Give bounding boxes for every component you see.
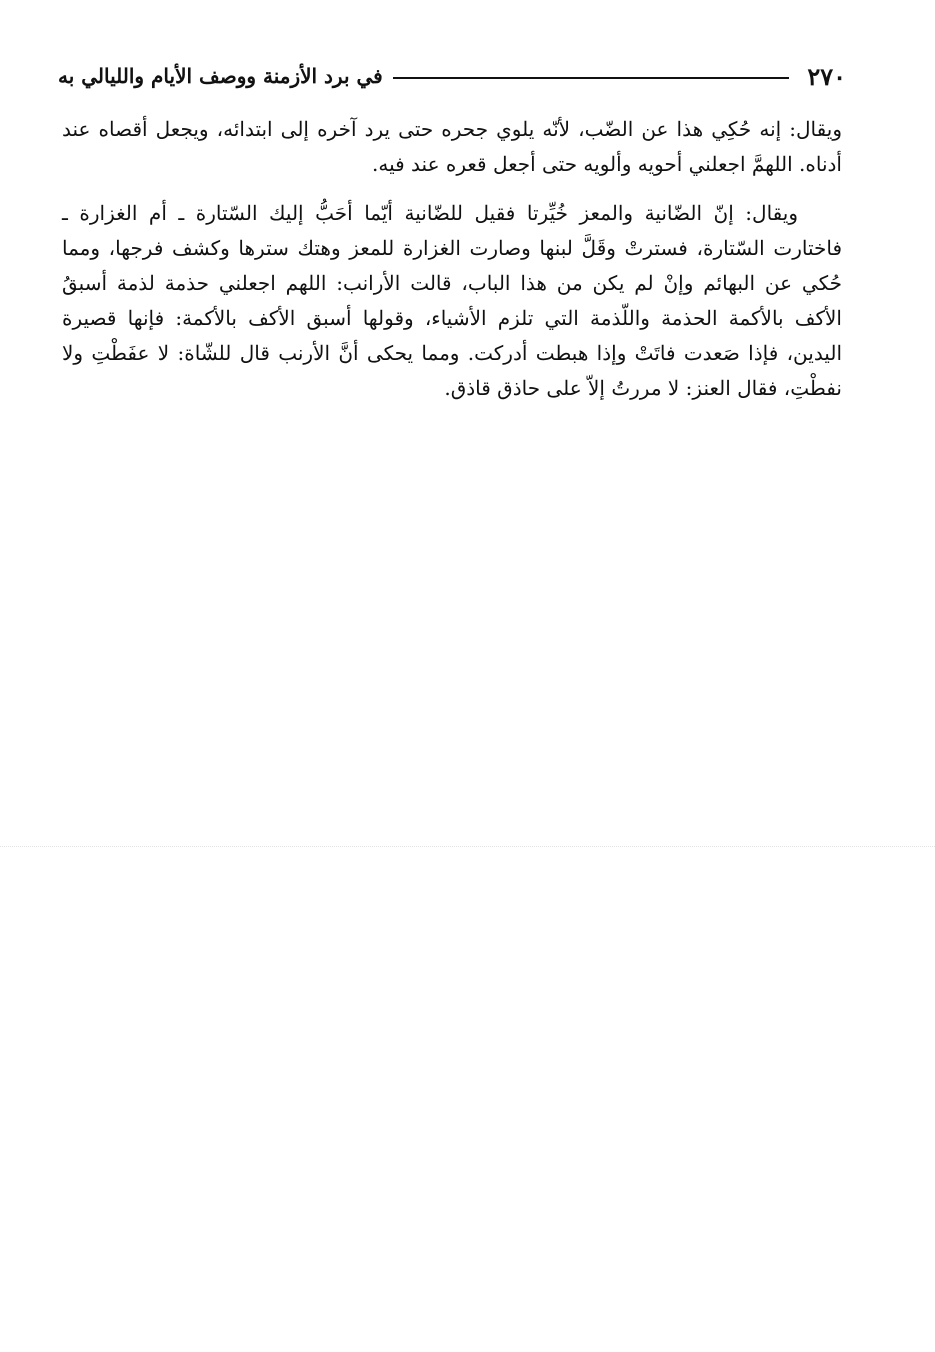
page-header — [58, 56, 846, 96]
header-rule — [393, 77, 790, 79]
page-number: ٢٧٠ — [807, 61, 846, 91]
scan-artifact-line — [0, 846, 935, 847]
running-title: في برد الأزمنة ووصف الأيام والليالي به — [58, 64, 383, 88]
body-text — [62, 112, 842, 406]
paragraph: ويقال: إنّ الضّانية والمعز خُيِّرتا فقيل للضّانية أيّما أحَبُّ إليك السّتارة ـ أم الغزارة ـ فاختارت السّتارة، فسترتْ وقَلَّ لبنها وصارت الغزارة للمعز وهتك سترها وكشف فرجها، ومما حُكي عن البهائم وإنْ لم يكن من هذا الباب، قالت الأرانب: اللهم اجعلني حذمة لذمة أسبقُ الأكف بالأكمة الحذمة واللّذمة التي تلزم الأشياء، وقولها أسبق الأكف بالأكمة: فإنها قصيرة اليدين، فإذا صَعدت فاتَتْ وإذا هبطت أدركت. ومما يحكى أنَّ الأرنب قال للشّاة: لا عفَطْتِ ولا نفطْتِ، فقال العنز: لا مررتُ إلاّ على حاذق قاذق. — [62, 201, 842, 400]
paragraph: ويقال: إنه حُكِي هذا عن الضّب، لأنّه يلوي جحره حتى يرد آخره إلى ابتدائه، ويجعل أقصاه عند أدناه. اللهمَّ اجعلني أحويه وألويه حتى أجعل قعره عند فيه. — [62, 117, 842, 176]
